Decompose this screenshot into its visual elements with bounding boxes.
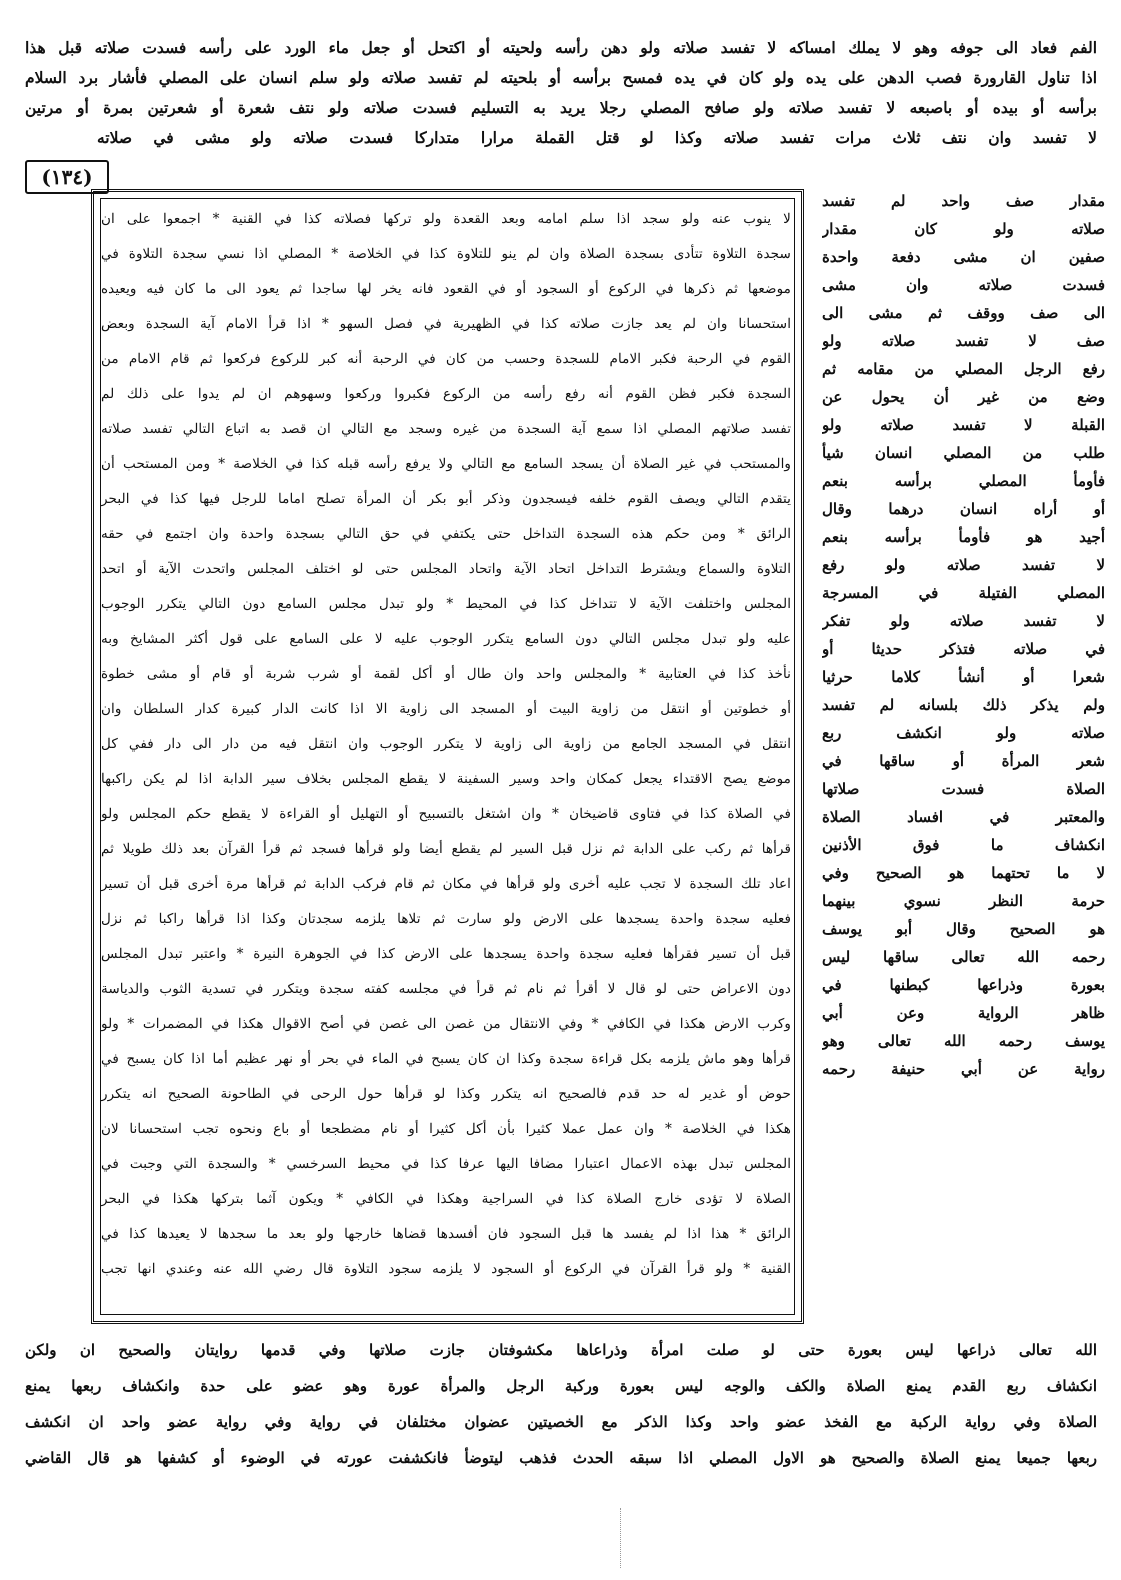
side-line: وضع من غير أن يحول عن	[822, 388, 1105, 406]
main-line: لا ينوب عنه ولو سجد اذا سلم امامه وبعد القعدة ولو تركها فصلاته كذا في القنية * اجمعوا على ان	[101, 211, 791, 227]
main-line: يتقدم التالي ويصف القوم خلفه فيسجدون وذكر أبو بكر أن المرأة تصلح اماما للرجل فيها كذا في البحر	[101, 491, 791, 507]
side-line: شعر المرأة أو ساقها في	[822, 752, 1105, 770]
footer-line: الصلاة وفي رواية الركبة مع الفخذ عضو واحد وكذا الذكر مع الخصيتين عضوان مختلفان في رواية وفي رواية عضو واحد ان انكشف	[25, 1413, 1097, 1431]
side-line: بعورة وذراعها كبطنها في	[822, 976, 1105, 994]
side-line: شعرا أو أنشأ كلاما حرثيا	[822, 668, 1105, 686]
main-line: استحسانا وان لم يعد جازت صلاته كذا في الظهيرية في فصل السهو * اذا قرأ الامام آية السجدة وبعض	[101, 316, 791, 332]
main-line: دون الاعراض حتى لو قال لا أقرأ ثم نام ثم قرأ في مجلسه كفته سجدة ويتكرر في تسدية الثوب والدياسة	[101, 981, 791, 997]
page-number: (١٣٤)	[25, 160, 109, 194]
main-line: الرائق * ومن حكم هذه السجدة التداخل حتى يكتفي في حق التالي بسجدة واحدة وان اجتمع في حقه	[101, 526, 791, 542]
main-line: قبل أن تسير فقرأها فعليه سجدة واحدة يسجدها على الارض كذا في الجوهرة النيرة * واعتبر تبدل المجلس	[101, 946, 791, 962]
main-line: السجدة فكبر فظن القوم أنه رفع رأسه من الركوع فكبروا وركعوا وسهوهم ان لم يدوا على ذلك لم	[101, 386, 791, 402]
main-line: فعليه سجدة واحدة يسجدها على الارض ولو سارت ثم تلاها يلزمه سجدتان وكذا اذا قرأها راكبا ثم نزل	[101, 911, 791, 927]
side-line: صف لا تفسد صلاته ولو	[822, 332, 1105, 350]
side-line: انكشاف ما فوق الأذنين	[822, 836, 1105, 854]
side-line: أجيد هو فأومأ برأسه بنعم	[822, 528, 1105, 546]
side-line: هو الصحيح وقال أبو يوسف	[822, 920, 1105, 938]
header-line: لا تفسد وان نتف ثلاث مرات تفسد صلاته وكذا لو قتل القملة مرارا متداركا فسدت صلاته ولو مشى في صلاته	[97, 128, 1097, 147]
main-text-frame	[91, 189, 804, 1324]
side-line: رحمه الله تعالى ساقها ليس	[822, 948, 1105, 966]
main-line: سجدة التلاوة تتأدى بسجدة الصلاة وان لم ينو للتلاوة كذا في الخلاصة * المصلي اذا نسي سجدة التلاوة في	[101, 246, 791, 262]
footer-line: ربعها جميعا يمنع الصلاة والصحيح هو الاول المصلي اذا سبقه الحدث فذهب ليتوضأ فانكشفت عورته في الوضوء أو كشفها هو قال القاضي	[25, 1449, 1097, 1467]
main-line: التلاوة والسماع ويشترط التداخل اتحاد الآية واتحاد المجلس حتى لو اختلف المجلس واتحدت الآية أو اتحد	[101, 561, 791, 577]
main-line: موضع يصح الاقتداء يجعل كمكان واحد وسير السفينة لا يقطع المجلس بخلاف سير الدابة اذا لم يكن راكبها	[101, 771, 791, 787]
footer-line: الله تعالى ذراعها ليس بعورة حتى لو صلت امرأة وذراعاها مكشوفتان جازت صلاتها وفي قدمها روايتان والصحيح ان ولكن	[25, 1341, 1097, 1359]
main-line: الرائق * هذا اذا لم يفسد ها قبل السجود فان أفسدها قضاها خارجها ولو بعد ما سجدها لا يعيدها كذا في	[101, 1226, 791, 1242]
main-line: في الصلاة كذا في فتاوى قاضيخان * وان اشتغل بالتسبيح أو التهليل أو القراءة لا يقطع حكم المجلس ولو	[101, 806, 791, 822]
side-line: أو أراه انسان درهما وقال	[822, 500, 1105, 518]
side-line: القبلة لا تفسد صلاته ولو	[822, 416, 1105, 434]
main-line: حوض أو غدير له حد قدم فالصحيح انه يتكرر وكذا لو قرأها حول الرحى في الطاحونة الصحيح انه يتكرر	[101, 1086, 791, 1102]
main-line: موضعها ثم ذكرها في الركوع أو السجود أو في القعود فانه يخر لها ساجدا ثم يعود الى ما كان فيه ويعيده	[101, 281, 791, 297]
main-line: قرأها وهو ماش يلزمه بكل قراءة سجدة وكذا ان كان يسبح في الماء في بحر أو نهر عظيم أما اذا كان يسبح في	[101, 1051, 791, 1067]
side-line: ظاهر الرواية وعن أبي	[822, 1004, 1105, 1022]
side-line: فأومأ المصلي برأسه بنعم	[822, 472, 1105, 490]
main-line: المجلس واختلفت الآية لا تتداخل كذا في المحيط * ولو تبدل مجلس السامع دون التالي يتكرر الوجوب	[101, 596, 791, 612]
side-line: الى صف ووقف ثم مشى الى	[822, 304, 1105, 322]
side-line: في صلاته فتذكر حديثا أو	[822, 640, 1105, 658]
main-line: اعاد تلك السجدة لا تجب عليه أخرى ولو قرأها في مكان ثم قام فركب الدابة ثم قرأها مرة أخرى قبل أن تسير	[101, 876, 791, 892]
side-line: صفين ان مشى دفعة واحدة	[822, 248, 1105, 266]
main-line: نأخذ كذا في العتابية * والمجلس واحد وان طال أو أكل لقمة أو شرب شربة أو قام أو مشى خطوة	[101, 666, 791, 682]
main-line: تفسد صلاتهم المصلي اذا سمع آية السجدة من غيره وسجد مع التالي ان قصد به اتباع التالي تفسد صلاته	[101, 421, 791, 437]
side-line: حرمة النظر نسوي بينهما	[822, 892, 1105, 910]
main-line: وكرب الارض هكذا في الكافي * وفي الانتقال من غصن الى غصن في أصح الاقوال هكذا في المضمرات * ولو	[101, 1016, 791, 1032]
main-line: قرأها ثم ركب على الدابة ثم نزل قبل السير لم يقطع أيضا ولو قرأها فسجد ثم قرأ القرآن بعد ذلك طويلا ثم	[101, 841, 791, 857]
side-line: لا تفسد صلاته ولو رفع	[822, 556, 1105, 574]
main-line: الصلاة لا تؤدى خارج الصلاة كذا في السراجية وهكذا في الكافي * ويكون آثما بتركها هكذا في البحر	[101, 1191, 791, 1207]
header-line: برأسه أو بيده أو باصبعه لا تفسد صلاته ولو صافح المصلي رجلا يريد به التسليم فسدت صلاته ولو نتف شعرة أو شعرتين بمرة أو مرتين	[25, 98, 1097, 117]
side-line: فسدت صلاته وان مشى	[822, 276, 1105, 294]
main-line: أو خطوتين أو انتقل من زاوية البيت أو المسجد الى زاوية الا اذا كانت الدار كبيرة كدار السلطان وان	[101, 701, 791, 717]
side-line: صلاته ولو انكشف ربع	[822, 724, 1105, 742]
side-line: يوسف رحمه الله تعالى وهو	[822, 1032, 1105, 1050]
main-line: القوم في الرحبة فكبر الامام للسجدة وحسب من كان في الرحبة أنه كبر للركوع فركعوا ثم قام الامام من	[101, 351, 791, 367]
header-line: اذا تناول القارورة فصب الدهن على يده ولو كان في يده فمسح برأسه أو بلحيته لم تفسد صلاته ولو سلم انسان على المصلي فأشار برد السلام	[25, 68, 1097, 87]
side-line: لا ما تحتهما هو الصحيح وفي	[822, 864, 1105, 882]
main-line: انتقل في المسجد الجامع من زاوية الى زاوية لا يتكرر الوجوب وان انتقل فيه من دار الى دار ففي كل	[101, 736, 791, 752]
main-line: عليه ولو تبدل مجلس التالي دون السامع يتكرر الوجوب عليه لا على السامع على قول أكثر المشايخ وبه	[101, 631, 791, 647]
side-line: لا تفسد صلاته ولو تفكر	[822, 612, 1105, 630]
dotted-mark	[620, 1508, 622, 1568]
side-line: رواية عن أبي حنيفة رحمه	[822, 1060, 1105, 1078]
side-line: رفع الرجل المصلي من مقامه ثم	[822, 360, 1105, 378]
main-line: هكذا في الخلاصة * وان عمل عملا كثيرا بأن أكل كثيرا أو نام مضطجعا أو باع ونحوه تجب استحسانا لان	[101, 1121, 791, 1137]
side-line: صلاته ولو كان مقدار	[822, 220, 1105, 238]
header-line: الفم فعاد الى جوفه وهو لا يملك امساكه لا تفسد صلاته ولو دهن رأسه ولحيته أو اكتحل أو جعل ماء الورد على رأسه فسدت صلاته قبل هذا	[25, 38, 1097, 57]
side-line: ولم يذكر ذلك بلسانه لم تفسد	[822, 696, 1105, 714]
side-line: المصلي الفتيلة في المسرجة	[822, 584, 1105, 602]
main-line: والمستحب في غير الصلاة أن يسجد السامع مع التالي ولا يرفع رأسه قبله كذا في الخلاصة * ومن المستحب أن	[101, 456, 791, 472]
main-line: القنية * ولو قرأ القرآن في الركوع أو السجود لا يلزمه سجود التلاوة قال رضي الله عنه وعندي انها تجب	[101, 1261, 791, 1277]
side-line: مقدار صف واحد لم تفسد	[822, 192, 1105, 210]
footer-line: انكشاف ربع القدم يمنع الصلاة والكف والوجه ليس بعورة وركبة الرجل والمرأة عورة وهو عضو على حدة وانكشاف ربعها يمنع	[25, 1377, 1097, 1395]
side-line: والمعتبر في افساد الصلاة	[822, 808, 1105, 826]
side-line: طلب من المصلي انسان شيأ	[822, 444, 1105, 462]
side-line: الصلاة فسدت صلاتها	[822, 780, 1105, 798]
main-line: المجلس تبدل بهذه الاعمال اعتبارا مضافا اليها عرفا كذا في محيط السرخسي * والسجدة التي وجبت في	[101, 1156, 791, 1172]
